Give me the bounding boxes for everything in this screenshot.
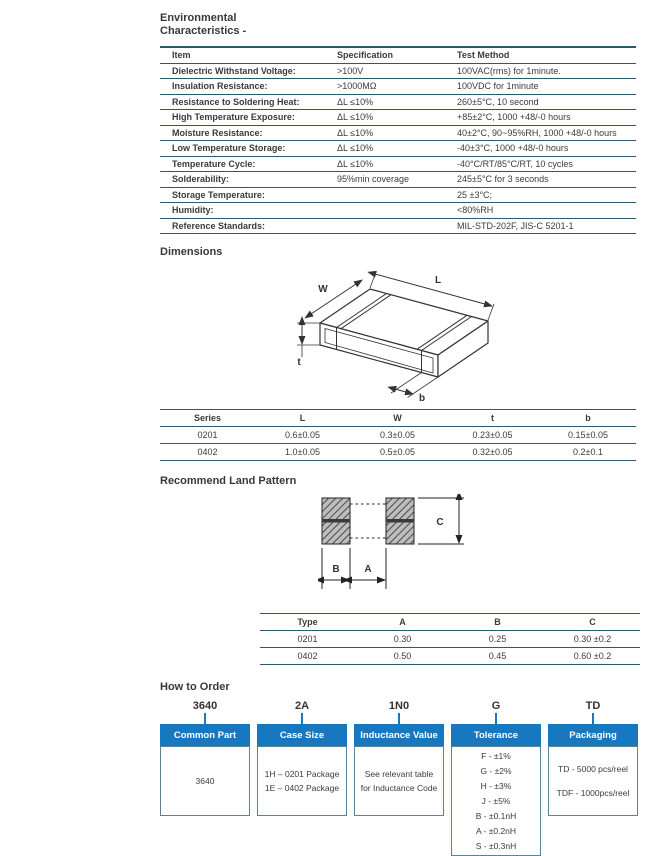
table-cell: 100VAC(rms) for 1minute.: [445, 63, 636, 79]
table-cell: 0.30: [355, 631, 450, 648]
table-cell: 95%min coverage: [325, 172, 445, 188]
order-box-line: 3640: [195, 776, 215, 786]
table-row: [260, 648, 640, 665]
order-col-packaging: [548, 699, 638, 856]
order-box-line: TD - 5000 pcs/reel: [558, 764, 628, 774]
table-cell: 25 ±3°C;: [445, 187, 636, 203]
column-header-t: t: [445, 410, 540, 427]
column-header-A: A: [355, 614, 450, 631]
table-cell: Insulation Resistance:: [160, 79, 325, 95]
table-cell: Moisture Resistance:: [160, 125, 325, 141]
column-header-W: W: [350, 410, 445, 427]
table-cell: 0402: [260, 648, 355, 665]
table-cell: 0.6±0.05: [255, 427, 350, 444]
table-cell: >1000MΩ: [325, 79, 445, 95]
table-cell: 0.3±0.05: [350, 427, 445, 444]
table-cell: 40±2°C, 90~95%RH, 1000 +48/-0 hours: [445, 125, 636, 141]
table-cell: <80%RH: [445, 203, 636, 219]
environmental-characteristics-table: [160, 46, 636, 234]
table-cell: -40±3°C, 1000 +48/-0 hours: [445, 141, 636, 157]
table-cell: MIL-STD-202F, JIS-C 5201-1: [445, 218, 636, 234]
table-cell: Temperature Cycle:: [160, 156, 325, 172]
table-cell: 1.0±0.05: [255, 444, 350, 461]
order-code-tolerance: G: [491, 700, 501, 712]
table-cell: ΔL ≤10%: [325, 156, 445, 172]
how-to-order-diagram: [160, 699, 638, 856]
order-box-line: S - ±0.3nH: [475, 840, 517, 851]
table-cell: [325, 187, 445, 203]
heading-environmental-line2: Characteristics -: [160, 25, 247, 37]
table-row: [160, 427, 636, 444]
table-cell: 0.45: [450, 648, 545, 665]
land-pattern-table: [260, 613, 640, 665]
connector-line: [398, 713, 400, 724]
table-row: [160, 218, 636, 234]
order-header-inductance-value: Inductance Value: [354, 724, 444, 746]
table-cell: 0.50: [355, 648, 450, 665]
table-header-row: [160, 410, 636, 427]
dim-label-L: L: [434, 275, 442, 286]
table-row: [160, 125, 636, 141]
order-box-line: J - ±5%: [481, 795, 511, 806]
heading-environmental-line1: Environmental: [160, 12, 237, 24]
table-cell: ΔL ≤10%: [325, 125, 445, 141]
table-cell: High Temperature Exposure:: [160, 110, 325, 126]
table-cell: 0.25: [450, 631, 545, 648]
order-code-packaging: TD: [585, 700, 601, 712]
table-cell: Resistance to Soldering Heat:: [160, 94, 325, 110]
table-cell: ΔL ≤10%: [325, 141, 445, 157]
order-header-packaging: Packaging: [548, 724, 638, 746]
order-col-tolerance: [451, 699, 541, 856]
column-header-specification: Specification: [325, 47, 445, 63]
table-cell: 0.5±0.05: [350, 444, 445, 461]
table-cell: +85±2°C, 1000 +48/-0 hours: [445, 110, 636, 126]
table-cell: 0.15±0.05: [540, 427, 636, 444]
order-box-line: G - ±2%: [480, 765, 512, 776]
table-cell: 0.23±0.05: [445, 427, 540, 444]
dim-line-b: [391, 373, 438, 398]
order-box-inductance-value: [354, 746, 444, 816]
column-header-type: Type: [260, 614, 355, 631]
table-cell: Low Temperature Storage:: [160, 141, 325, 157]
land-label-A: A: [364, 564, 372, 575]
column-header-B: B: [450, 614, 545, 631]
table-cell: ΔL ≤10%: [325, 110, 445, 126]
dim-line-t: [297, 323, 320, 357]
connector-line: [495, 713, 497, 724]
order-header-tolerance: Tolerance: [451, 724, 541, 746]
order-box-line: A - ±0.2nH: [475, 825, 517, 836]
order-box-line: B - ±0.1nH: [475, 810, 517, 821]
table-cell: 0201: [160, 427, 255, 444]
table-cell: 0.60 ±0.2: [545, 648, 640, 665]
table-cell: 0.2±0.1: [540, 444, 636, 461]
order-box-line: See relevant table: [364, 769, 434, 779]
table-row: [160, 141, 636, 157]
land-pad-right-midline: [386, 519, 414, 523]
table-cell: 245±5°C for 3 seconds: [445, 172, 636, 188]
table-row: [160, 187, 636, 203]
datasheet-page: [160, 12, 642, 856]
table-cell: Humidity:: [160, 203, 325, 219]
dim-label-W: W: [318, 284, 328, 295]
order-box-line: 1H – 0201 Package: [264, 769, 340, 779]
order-code-common-part: 3640: [192, 700, 218, 712]
table-cell: 260±5°C, 10 second: [445, 94, 636, 110]
table-cell: [325, 203, 445, 219]
section-heading-how-to-order: How to Order: [160, 681, 230, 693]
section-heading-dimensions: Dimensions: [160, 246, 223, 258]
section-heading-environmental: [160, 12, 642, 38]
order-box-packaging: [548, 746, 638, 816]
order-box-line: TDF - 1000pcs/reel: [556, 788, 630, 798]
land-pattern-figure: [318, 494, 468, 600]
table-row: [160, 172, 636, 188]
table-row: [160, 203, 636, 219]
table-header-row: [160, 47, 636, 63]
table-cell: 0201: [260, 631, 355, 648]
table-row: [160, 444, 636, 461]
order-header-case-size: Case Size: [257, 724, 347, 746]
order-code-case-size: 2A: [294, 700, 310, 712]
table-cell: Reference Standards:: [160, 218, 325, 234]
table-cell: Storage Temperature:: [160, 187, 325, 203]
order-box-line: H - ±3%: [480, 780, 512, 791]
order-col-common-part: [160, 699, 250, 856]
order-box-tolerance: [451, 746, 541, 856]
table-cell: ΔL ≤10%: [325, 94, 445, 110]
order-header-common-part: Common Part: [160, 724, 250, 746]
column-header-b: b: [540, 410, 636, 427]
table-header-row: [260, 614, 640, 631]
chip-body-outline: [320, 289, 488, 377]
table-row: [160, 110, 636, 126]
order-code-inductance-value: 1N0: [388, 700, 410, 712]
table-cell: >100V: [325, 63, 445, 79]
table-cell: 0402: [160, 444, 255, 461]
land-label-B: B: [332, 564, 340, 575]
land-pad-left-midline: [322, 519, 350, 523]
dim-label-b: b: [418, 393, 426, 404]
column-header-C: C: [545, 614, 640, 631]
table-cell: [325, 218, 445, 234]
table-cell: 0.32±0.05: [445, 444, 540, 461]
dimensions-table: [160, 409, 636, 461]
connector-line: [301, 713, 303, 724]
component-outline-dashed: [350, 504, 386, 538]
section-heading-land-pattern: Recommend Land Pattern: [160, 475, 297, 487]
table-row: [160, 79, 636, 95]
dim-label-t: t: [297, 357, 301, 368]
column-header-item: Item: [160, 47, 325, 63]
order-box-line: F - ±1%: [481, 750, 511, 761]
table-cell: Solderability:: [160, 172, 325, 188]
connector-line: [204, 713, 206, 724]
column-header-test-method: Test Method: [445, 47, 636, 63]
table-row: [260, 631, 640, 648]
order-box-line: for Inductance Code: [360, 783, 438, 793]
table-row: [160, 63, 636, 79]
land-label-C: C: [436, 517, 444, 528]
order-box-case-size: [257, 746, 347, 816]
table-cell: Dielectric Withstand Voltage:: [160, 63, 325, 79]
table-cell: 100VDC for 1minute: [445, 79, 636, 95]
column-header-L: L: [255, 410, 350, 427]
order-col-case-size: [257, 699, 347, 856]
dimensions-figure: [270, 261, 502, 409]
order-box-line: 1E – 0402 Package: [264, 783, 340, 793]
table-row: [160, 156, 636, 172]
connector-line: [592, 713, 594, 724]
column-header-series: Series: [160, 410, 255, 427]
table-row: [160, 94, 636, 110]
table-cell: -40°C/RT/85°C/RT, 10 cycles: [445, 156, 636, 172]
order-box-common-part: [160, 746, 250, 816]
table-cell: 0.30 ±0.2: [545, 631, 640, 648]
order-col-inductance-value: [354, 699, 444, 856]
